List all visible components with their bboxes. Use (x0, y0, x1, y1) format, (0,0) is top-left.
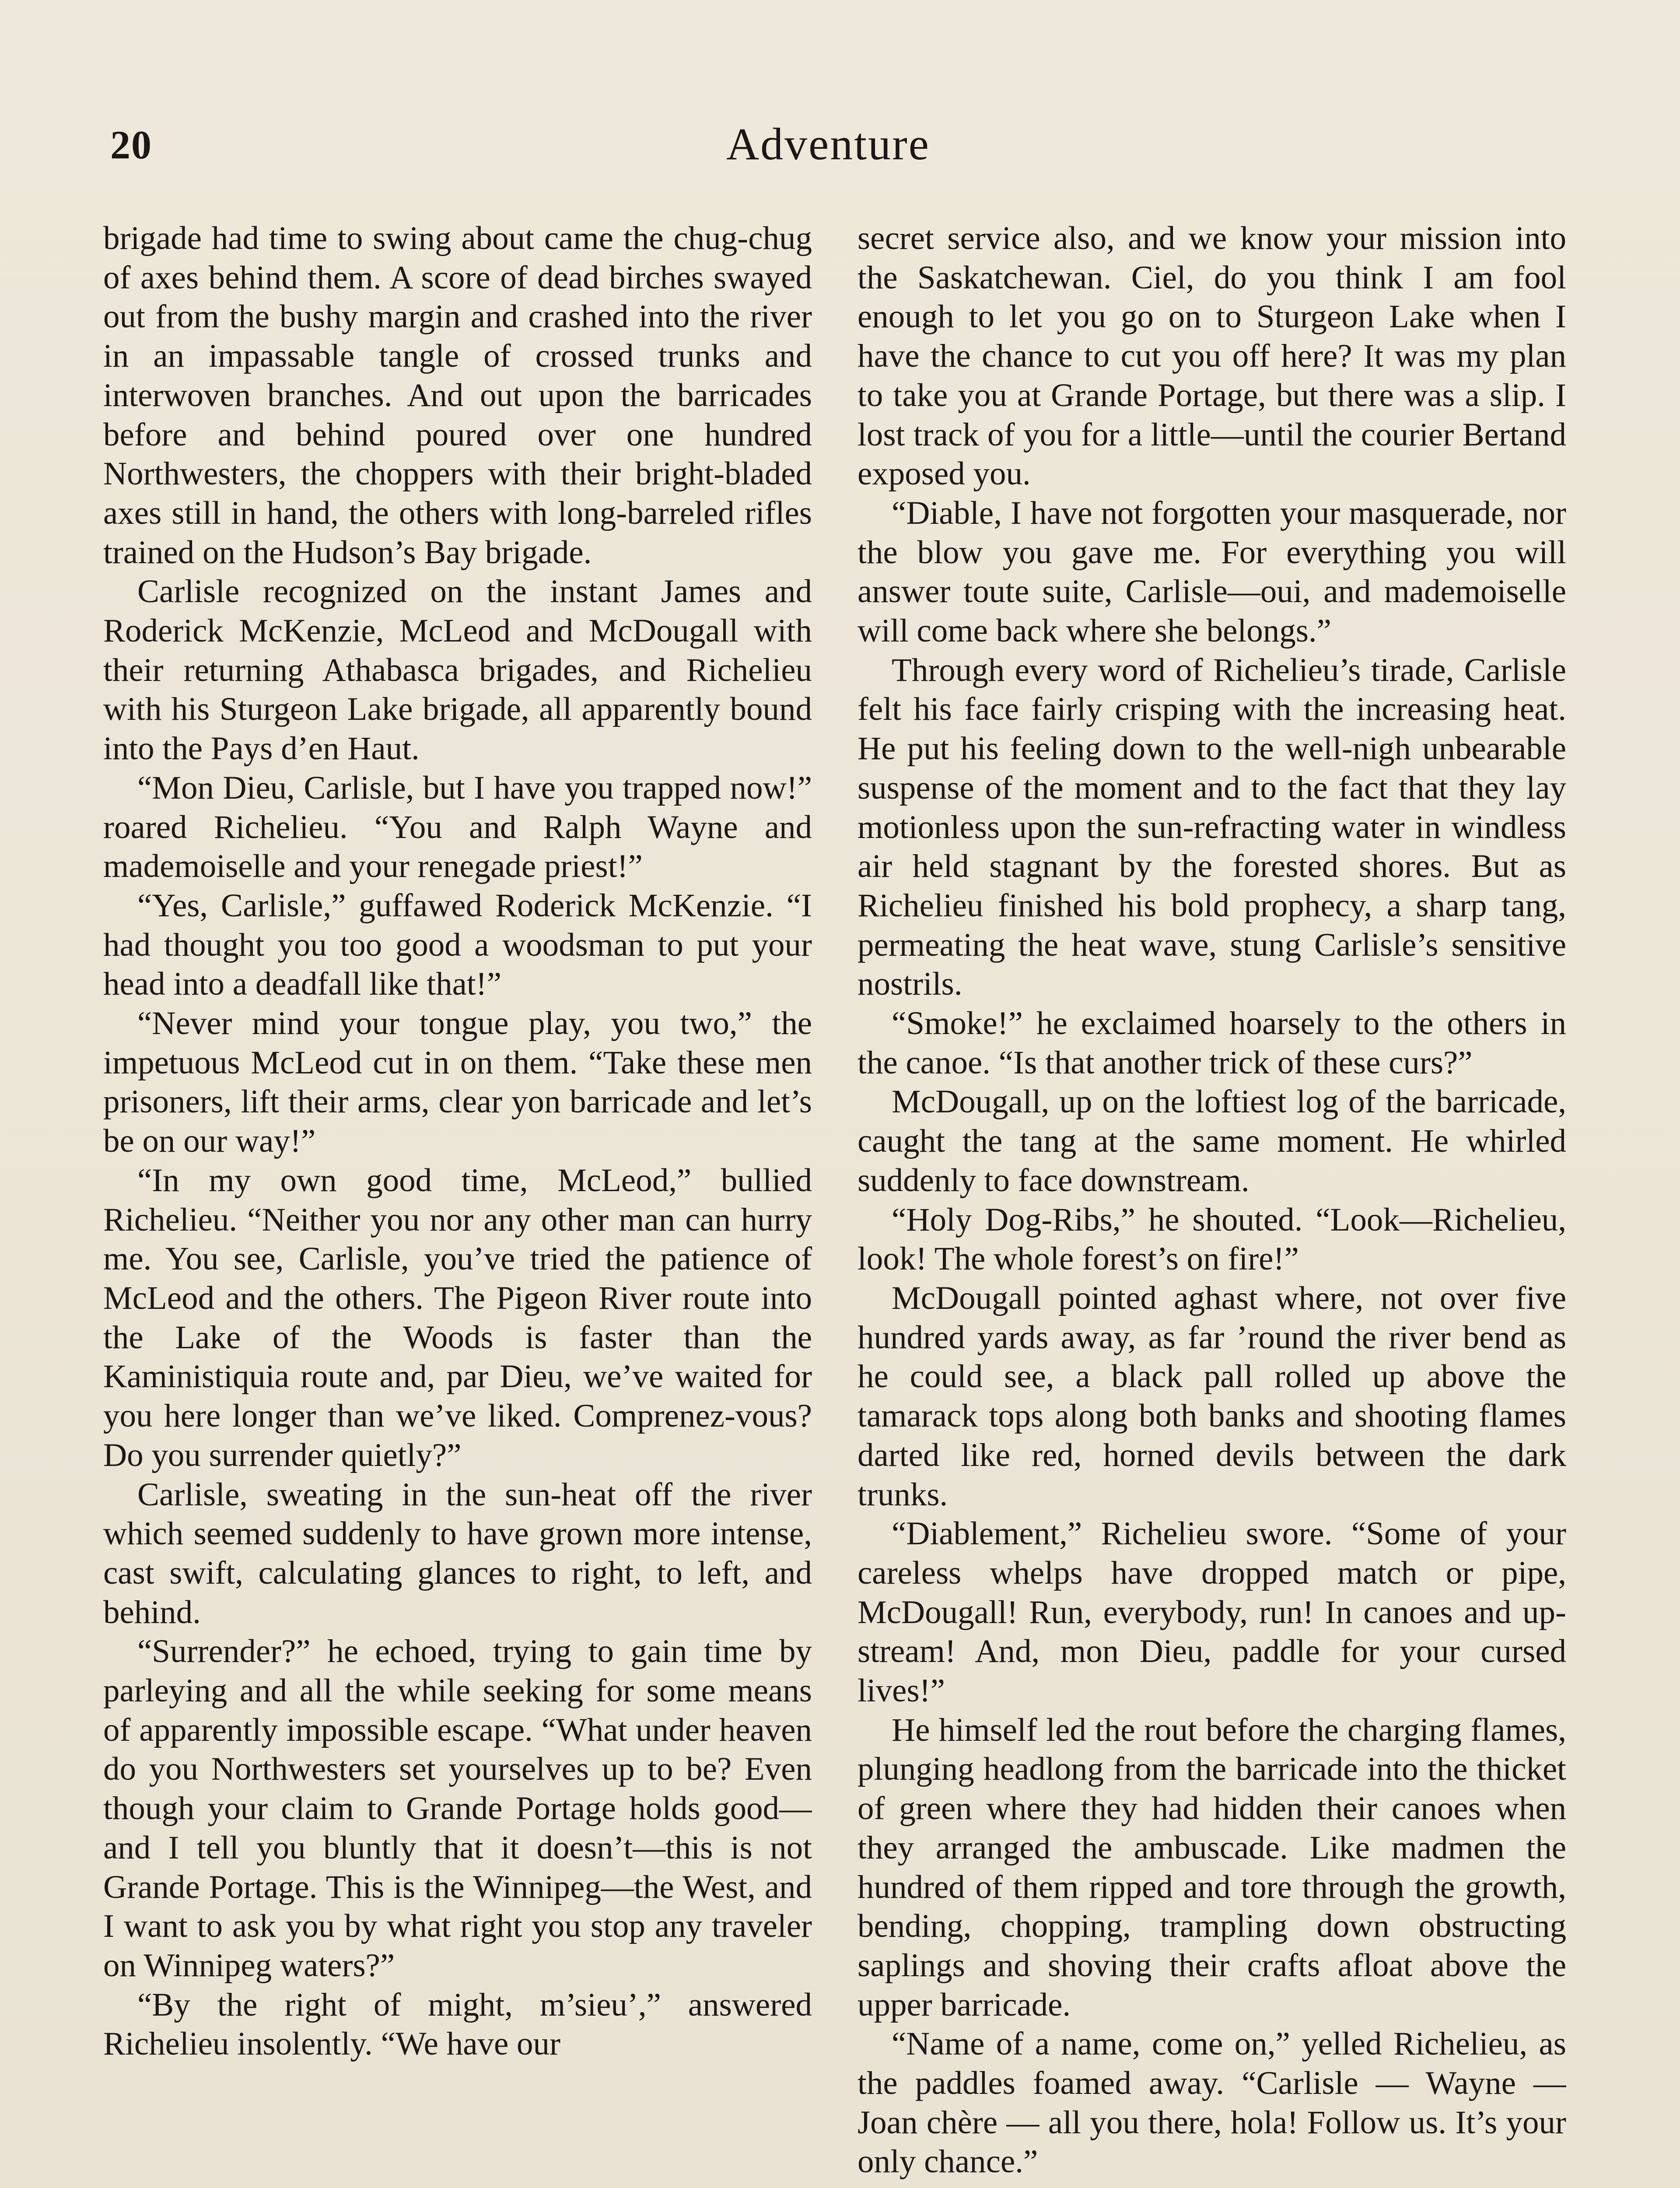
paragraph: “In my own good time, McLeod,” bullied Richelieu. “Neither you nor any other man can hurry me. You see, Carlisle, you’ve tried the patience of McLeod and the others. The Pigeon River route into the Lake of the Woods is faster than the Kaministiquia route and, par Dieu, we’ve waited for you here longer than we’ve liked. Comprenez-vous? Do you surrender quietly?” (103, 1162, 812, 1473)
paragraph: Carlisle recognized on the instant James and Roderick McKenzie, McLeod and McDougall with their returning Athabasca brigades, and Richelieu with his Sturgeon Lake brigade, all apparently bound into the Pays d’en Haut. (103, 573, 812, 767)
paragraph: “Mon Dieu, Carlisle, but I have you trapped now!” roared Richelieu. “You and Ralph Wayne and mademoiselle and your renegade priest!” (103, 769, 812, 885)
paragraph: “Surrender?” he echoed, trying to gain time by parleying and all the while seeking for some means of apparently impossible escape. “What under heaven do you Northwesters set yourselves up to be? Even though your claim to Grande Portage holds good—and I tell you bluntly that it doesn’t—this is not Grande Portage. This is the Winnipeg—the West, and I want to ask you by what right you stop any traveler on Winnipeg waters?” (103, 1633, 812, 1984)
paragraph: “Smoke!” he exclaimed hoarsely to the others in the canoe. “Is that another trick of these curs?” (858, 1005, 1566, 1081)
paragraph: “By the right of might, m’sieu’,” answered Richelieu insolently. “We have our (103, 1986, 812, 2062)
paragraph: McDougall pointed aghast where, not over five hundred yards away, as far ’round the river bend as he could see, a black pall rolled up above the tamarack tops along both banks and shooting flames darted like red, horned devils between the dark trunks. (858, 1280, 1566, 1513)
paragraph: McDougall, up on the loftiest log of the barricade, caught the tang at the same moment. He whirled suddenly to face downstream. (858, 1083, 1566, 1199)
paragraph: brigade had time to swing about came the chug-chug of axes behind them. A score of dead birches swayed out from the bushy margin and crashed into the river in an impassable tangle of crossed trunks and interwoven branches. And out upon the barricades before and behind poured over one hundred Northwesters, the choppers with their bright-bladed axes still in hand, the others with long-barreled rifles trained on the Hudson’s Bay brigade. (103, 220, 812, 571)
paragraph: Carlisle, sweating in the sun-heat off the river which seemed suddenly to have grown more intense, cast swift, calculating glances to right, to left, and behind. (103, 1476, 812, 1630)
paragraph: He himself led the rout before the charging flames, plunging headlong from the barricade into the thicket of green where they had hidden their canoes when they arranged the ambuscade. Like madmen the hundred of them ripped and tore through the growth, bending, chopping, trampling down obstructing saplings and shoving their crafts afloat above the upper barricade. (858, 1711, 1566, 2023)
running-head: Adventure (726, 119, 930, 169)
paragraph: “Never mind your tongue play, you two,” the impetuous McLeod cut in on them. “Take these men prisoners, lift their arms, clear yon barricade and let’s be on our way!” (103, 1005, 812, 1160)
paragraph: “Yes, Carlisle,” guffawed Roderick McKenzie. “I had thought you too good a woodsman to put your head into a deadfall like that!” (103, 887, 812, 1003)
paragraph: Through every word of Richelieu’s tirade, Carlisle felt his face fairly crisping with the increasing heat. He put his feeling down to the well-nigh unbearable suspense of the moment and to the fact that they lay motionless upon the sun-refracting water in windless air held stagnant by the forested shores. But as Richelieu finished his bold prophecy, a sharp tang, permeating the heat wave, stung Carlisle’s sensitive nostrils. (858, 652, 1566, 1003)
left-column (103, 219, 812, 2188)
paragraph: “Diable, I have not forgotten your masquerade, nor the blow you gave me. For everything you will answer toute suite, Carlisle—oui, and mademoiselle will come back where she belongs.” (858, 494, 1566, 649)
paragraph: “Diablement,” Richelieu swore. “Some of your careless whelps have dropped match or pipe, McDougall! Run, everybody, run! In canoes and up-stream! And, mon Dieu, paddle for your cursed lives!” (858, 1515, 1566, 1709)
paragraph: “Name of a name, come on,” yelled Richelieu, as the paddles foamed away. “Carlisle — Wayne — Joan chère — all you there, hola! Follow us. It’s your only chance.” (858, 2026, 1566, 2180)
paragraph: “Holy Dog-Ribs,” he shouted. “Look—Richelieu, look! The whole forest’s on fire!” (858, 1201, 1566, 1277)
page-number: 20 (110, 123, 152, 167)
paragraph: secret service also, and we know your mission into the Saskatchewan. Ciel, do you think I am fool enough to let you go on to Sturgeon Lake when I have the chance to cut you off here? It was my plan to take you at Grande Portage, but there was a slip. I lost track of you for a little—until the courier Bertand exposed you. (858, 220, 1566, 492)
right-column (858, 219, 1566, 2188)
